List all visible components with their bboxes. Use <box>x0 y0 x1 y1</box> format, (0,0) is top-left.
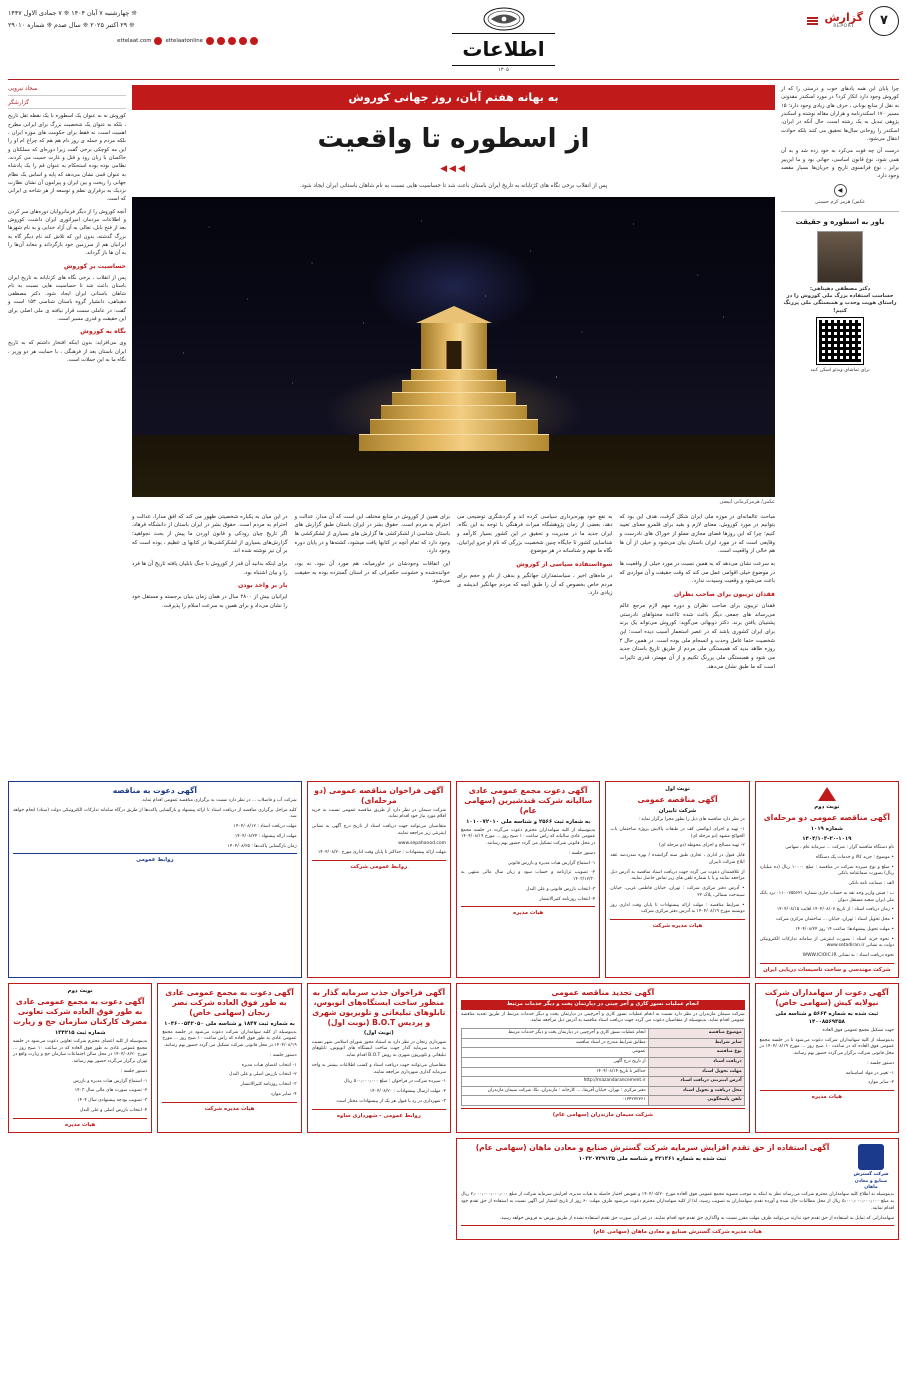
right-sidebar-text <box>8 112 126 364</box>
ad-line: دستور جلسه : <box>568 850 596 856</box>
ad-highlight: انجام عملیات نسوز کاری و آجر چینی در دپارتمان پخت و دیگر خدمات مرتبط <box>461 1000 745 1010</box>
masthead-left <box>749 6 899 36</box>
left-quote-title: باور به اسطوره و حقیقت <box>795 217 885 226</box>
paragraph: در این میان به یکباره شخصیتی ظهور می کند که افق مدارا، عدالت و احترام به مردم است. حقوق بشر در ایران باستان از دانشگاه فرهاد، اگر تاریخ چیان رودکی و قانون اوردن ما پیش از بحث نجواهید؛ گزارش‌های بسیاری از لشکرکشی‌ها در کتابها ی عظیم ، بوده است که بر آن نیز نوشته شده اند. <box>132 513 288 555</box>
ad-line: ۱- تغییر در مواد اساسنامه <box>845 1070 894 1076</box>
paragraph: به نفع خود بهره‌برداری سیاسی کرده اند و گردشگری توضیحی می دهد، بعضی از زمان پژوهشگاه میراث فرهنگی با توجه به این نگاه، ایران جدید ما در مدیریت و تحقیق در این کشور بسیار کارآمد و شناسایی کشور تا جایگاه چنین شخصیت بزرگی که نام او جزو ایرانیان، نگاه ما مهم و شناسانه در هر موضوع. <box>457 513 613 555</box>
ad-subtitle: به شماره ثبت ۱۸۴۷ و شناسه ملی ۱۰۴۶۰۰۵۴۲۰۵۰ <box>164 1020 295 1027</box>
ad-code: ۱۴۰۴/۱۰۳-۲۰-۱۰۱۹ <box>802 836 852 843</box>
photo-credit-left: عکس/ هرمز کرم حسینی <box>814 200 866 206</box>
ad-footer: روابط عمومی - شهرداری ساوه <box>312 1109 446 1120</box>
byline-role: گزارشگر <box>8 99 126 110</box>
table-cell: مطابق شرایط مندرج در اسناد مناقصه <box>462 1038 649 1048</box>
ad-badge: نوبت اول <box>665 786 690 792</box>
ad-davat-monaqese[interactable] <box>8 781 302 978</box>
ad-subtitle: شماره ثبت ۱۳۴۲۱۵ <box>54 1029 106 1036</box>
table-cell: دفتر مرکزی : تهران، خیابان آفریقا، ... کارخانه : مازندران، نکا، شرکت سیمان مازندران <box>462 1086 649 1096</box>
ad-footer: هیات مدیره شرکت گسترش صنایع و معادن ماهان (سهامی عام) <box>461 1225 894 1236</box>
byline-author: سجاد نیرویی <box>8 85 126 96</box>
ad-title: آگهی فراخوان جذب سرمایه گذار به منظور ساخت ایستگاه‌های اتوبوس، تابلوهای تبلیغاتی و تلویزیون شهری و پردیس B.O.T (نوبت اول) <box>312 988 446 1027</box>
paragraph: آنچه کوروش را از دیگر فرمانروایان دوره‌های سر کردن و اطلاعات مردمان امپراتوری ایران داشت، کوروش بعد از فتح بابل، تعالی به آن آزاد خدایی و به نام شهرها بزرگ گذشته، بدون این که تلاش کند نام دیگر گاه به ایرانیان هم از سرزمین خود بازگرداند و معابد آن‌ها را به آن ها باز گرداند. <box>8 208 126 257</box>
ad-line: • آدرس دفتر مرکزی شرکت : تهران، خیابان فاطمی غربی، خیابان سیندخت شمالی، پلاک ۲۲ <box>610 886 745 898</box>
ad-line: ۲- تصویب ترازنامه و حساب سود و زیان سال مالی منتهی به ۱۴۰۳/۱۲/۳۰ <box>461 870 596 883</box>
subheading: سوءاستفاده سیاسی از کوروش <box>516 560 613 568</box>
whatsapp-icon[interactable] <box>217 37 225 45</box>
ad-footer: شرکت مهندسی و ساخت تاسیسات دریایی ایران <box>760 963 894 974</box>
author-name: دکتر مصطفی دهپناهی: <box>809 285 871 292</box>
feature-main <box>132 85 775 775</box>
paragraph: برای اینکه بدانید آن قدر از کوروش با جنگ بابلیان یافته تاریخ آن ها فرد را و بیان اشتباه بود. <box>132 560 288 576</box>
table-cell: از تاریخ درج آگهی <box>462 1058 649 1068</box>
ad-line[interactable]: www.sepahanod.com <box>398 840 447 846</box>
table-header-cell: نوع مناقصه <box>648 1048 744 1058</box>
ad-footer: هیات مدیره <box>461 906 595 917</box>
ad-line: بدینوسیله از کلیه اعضای محترم شرکت تعاونی دعوت می‌شود در جلسه مجمع عمومی عادی به طور فوق العاده که در ساعت ۱۰ صبح روز ... مورخ ۱۴۰۴/۰۸/۲۰ در محل سالن اجتماعات سازمان حج و زیارت واقع در تهران برگزار می‌گردد حضور بهم رسانند. <box>13 1038 148 1065</box>
ad-line: شرکت آب و فاضلاب ... در نظر دارد نسبت به برگزاری مناقصه عمومی اقدام نماید. <box>141 797 297 803</box>
twitter-icon[interactable] <box>228 37 236 45</box>
ad-line: متقاضیان می‌توانند جهت دریافت اسناد و کسب اطلاعات بیشتر به واحد سرمایه گذاری شهرداری مراجعه نمایند. <box>311 1062 447 1075</box>
ad-line: ۱- استماع گزارش هیات مدیره و بازرس <box>73 1078 148 1084</box>
ad-line: مهلت ارائه پیشنهادات : حداکثر تا پایان وقت اداری مورخ ۱۴۰۴/۰۸/۲۰ <box>317 850 447 856</box>
table-cell[interactable]: http://mazandarancement.ir <box>462 1077 649 1087</box>
table-cell: انجام عملیات نسوز کاری و آجرچینی در دپارتمان پخت و دیگر خدمات مرتبط <box>462 1029 649 1039</box>
ad-line: سهامدارانی که تمایل به استفاده از حق تقدم خود ندارند می‌توانند ظرف مهلت مقرر نسبت به واگذاری حق تقدم خود اقدام نمایند. در غیر این صورت حق تقدم استفاده نشده از طریق بورس به فروش خواهد رسید. <box>499 1215 894 1221</box>
ad-line: قابل قبول در اداری ، تجاری طبق سنه گرانشده / بهره صدردصد عقد ابلاغ شرکت تابیران <box>610 853 745 865</box>
issue-date-line-1: ❊ چهارشنبه ۷ آبان ۱۴۰۴ ❊ ۷ جمادی الاول ۱۴۴۷ <box>8 9 137 17</box>
ad-badge: نوبت دوم <box>814 804 840 810</box>
subheading: حساسیت بر کوروش <box>63 262 126 270</box>
ad-line: ۲- سایر موارد <box>868 1080 894 1086</box>
article-body <box>132 513 775 676</box>
ad-line: ۳- شهرداری در رد یا قبول هر یک از پیشنهادات مختار است. <box>335 1098 447 1104</box>
ad-majma-zanjan-khas[interactable] <box>157 983 301 1133</box>
subheading: فقدان تریبون برای صاحب نظران <box>673 590 775 598</box>
paragraph: ایرانیان بیش از ۲۸۰۰ سال در همان زمان بنیان برجسته و مستقل خود را نشان می‌داد و برای همین به سرعت اسلام را پذیرفت. <box>132 594 288 609</box>
ad-moghaddam-do-marhalei[interactable] <box>755 781 899 978</box>
ad-line: در نظر دارد مناقصه های ذیل را بطور مجزا برگزار نماید : <box>638 817 745 823</box>
article-lede: پس از انقلاب برخی نگاه های کژتابانه به تاریخ ایران باستان باعث شد تا حساسیت هایی نسبت به نام شاهان باستانی ایران ایجاد شود. <box>299 183 608 190</box>
company-logo-icon <box>858 1144 884 1170</box>
ad-line: • محل تحویل اسناد : تهران، خیابان ... ساختمان مرکزی شرکت <box>775 917 894 923</box>
author-note: حساست استفاده بزرگ ملی کوروش را در راستای هویت وحدت و همبستگی ملی پررنگ کنیم! <box>783 292 897 314</box>
telegram-icon[interactable] <box>250 37 258 45</box>
ad-line: بدینوسیله از کلیه سهامداران شرکت دعوت می‌شود در جلسه مجمع عمومی عادی به طور فوق العاده که راس ساعت ۱۰ صبح روز ... مورخ ۱۴۰۴/۰۸/۱۹ در محل قانونی شرکت تشکیل می گردد حضور بهم رسانند. <box>162 1029 297 1049</box>
subheading: نگاه به کوروش <box>80 328 126 336</box>
ad-title: آگهی تجدید مناقصه عمومی <box>551 988 655 998</box>
body-column-3 <box>295 513 451 676</box>
ad-title: آگهی مناقصه عمومی دو مرحله‌ای <box>763 813 890 823</box>
ad-title: آگهی مناقصه عمومی <box>637 795 718 805</box>
ad-tabriz[interactable] <box>605 781 749 978</box>
ad-line: دستور جلسه : <box>867 1060 894 1066</box>
paragraph: مباحث عالمانه‌ای در موزه ملی ایران شکل گرفت، هدف این بود که بتوانیم در مورد کوروش، معنای لازم و بقید برای قلمرو معنای تعیید کنیم؛ چرا که این روزها فضای مجازی مملو از خوراک های نادرست و وقایعی است که در مورد ایران باستان بیان می‌شود و خیلی از آن ها هم خالی از واقعیت است. <box>619 513 775 555</box>
ad-line: ۱- تهیه و اجرای اپوکسی کف در طبقات پالایش پروژه ساختمان باب الحوائج مشهد (دو مرحله ای) <box>610 826 745 839</box>
body-column-4 <box>132 513 288 676</box>
ad-title: آگهی دعوت از سهامداران شرکت نیولایه کیش (سهامی خاص) <box>764 988 889 1007</box>
section-label-en: REPORT <box>833 23 855 29</box>
table-header-cell: سایر شرایط <box>648 1038 744 1048</box>
globe-icon <box>154 37 162 45</box>
feature-right-sidebar <box>8 85 126 775</box>
ad-line: ۳- انتخاب بازرس قانونی و علی البدل <box>526 886 596 892</box>
paragraph: وی می‌افزاید: بدون اینکه افتخار داشتم که به تاریخ ایران باستان بعد از فرهنگی ، با حمایت هر دو وزیر ، نگاه ما به این جملات است. <box>8 340 126 363</box>
left-sidebar-text <box>781 85 899 180</box>
ad-line: ۲- تهیه مصالح و اجرای محوطه (دو مرحله ای) <box>658 843 745 849</box>
body-column-1 <box>620 513 776 676</box>
ad-table <box>461 1028 745 1106</box>
ad-subtitle: ثبت شده به شماره ۴۲۱۳۶۱ و شناسه ملی ۱۰۳۲۰۷۲۹۱۳۵ <box>578 1155 727 1162</box>
ad-subtitle: (نوبت اول) <box>363 1030 394 1037</box>
ad-line: ۴- انتخاب بازرس اصلی و علی البدل <box>79 1107 148 1113</box>
issue-date-line-2: ❊ ۲۹ اکتبر ۲۰۲۵ ❊ سال صدم ❊ شماره ۲۹۰۱۰ <box>8 20 135 29</box>
ad-footer: روابط عمومی <box>13 853 297 864</box>
notice-marker-icon <box>818 787 836 801</box>
ad-line: شهرداری زنجان در نظر دارد به استناد مجوز شورای اسلامی شهر نسبت به جذب سرمایه گذار جهت ساخت ایستگاه های اتوبوس، تابلوهای تبلیغاتی و تلویزیون شهری به روش B.O.T اقدام نماید. <box>311 1039 447 1059</box>
ad-footer: روابط عمومی شرکت <box>312 860 446 871</box>
arrow-marker-icon: ◀ <box>834 184 847 197</box>
ad-sahamdaran-khas[interactable] <box>755 983 899 1133</box>
ad-line: • زمان دریافت اسناد : از تاریخ ۱۴۰۴/۰۸/۰۷ لغایت ۱۴۰۴/۰۸/۱۵ <box>776 907 894 913</box>
social-bar <box>8 37 258 45</box>
ad-line: بدینوسیله از کلیه سهامداران شرکت دعوت می‌شود تا در جلسه مجمع عمومی فوق العاده که در ساعت ۱۰ صبح روز ... مورخ ۱۴۰۴/۰۸/۱۹ در محل قانونی شرکت برگزار می‌گردد حضور بهم رسانند. <box>759 1037 895 1057</box>
ad-bot-zanjan[interactable] <box>307 983 451 1133</box>
ad-line: ۴- انتخاب روزنامه کثیرالانتشار <box>539 896 596 902</box>
ad-footer: هیات مدیره <box>760 1090 894 1101</box>
ad-line: ۱- سپرده شرکت در فراخوان : مبلغ ۵۰۰٫۰۰۰٫۰۰۰ ریال <box>344 1079 447 1085</box>
company-name: شرکت گسترش صنایع و معادن ماهان <box>853 1171 889 1191</box>
ad-line: بدینوسیله از کلیه سهامداران محترم دعوت می‌گردد در جلسه مجمع عمومی عادی سالیانه که راس ساعت ۱۰ صبح روز ... مورخ ۱۴۰۴/۰۸/۱۹ در محل قانونی شرکت تشکیل می گردد حضور بهم رسانند. <box>461 827 596 847</box>
left-par-1: چرا پایان این همه یادهای خوب و درستی را که از کوروش وجود دارد انکار کرد؟ در مورد اسکندر مقدونی به نقل از منابع یونانی ، حرف های زیادی وجود دارد؛ ۱۵ مسیر ۱۷۰ اسکندرنامه و هزاران مقاله نوشته و اسکندر پژوهی تبدیل به یک رشته است، حال آنکه در ایران، اسکندر را روحانی سال‌ها تحقیق می کنند بلکه حوادث انتقال می‌شود. <box>781 86 899 142</box>
paragraph: فقدان تریبون برای صاحب نظران و دوره مهم لازم مرجع عالم می‌رساند های جمعی دیگر باعث شده تااعده محتواهای نادرستی پشتیبان یافتن برند. دکتر دوبهانی می‌گوید: کوروش می‌تواند یک برند برای ایران کشوری باشد که در عصر استعمار آسیب دیده است؛ این شخصیت حتما عامل وحدت و انسجام ملی بوده است. در همین حال ۲ روزه طاهد بدید که همبستگی ملی مردم از طریق تاریخ باستان جدید می شود و همبستگی ملی پررنگ تکنیم و از آن مهمتر، قدری تاثیرات است که ما طبق نشان می‌دهد. <box>619 602 775 670</box>
masthead-right <box>8 6 258 45</box>
paragraph: به سرعت نشان می‌دهد که به همین نسبت در مورد خیلی از واقعیت ها در موضوع خیلی اقوامی عمل می کند که وقت حقیقت و آن مواردی که باعث می‌شود و وقعیت وسیدت ندارد. <box>619 560 775 585</box>
subheading: بار بر واحد بودن <box>237 582 288 590</box>
ad-title: آگهی دعوت مجمع عمومی عادی سالیانه شرکت قندشیرین (سهامی عام) <box>464 786 593 815</box>
ad-footer: هیات مدیره <box>13 1118 147 1129</box>
ad-title: آگهی استفاده از حق تقدم افزایش سرمایه شرکت گسترش صنایع و معادن ماهان (سهامی عام) <box>475 1142 830 1152</box>
ad-line: ۲- انتخاب بازرس اصلی و علی البدل <box>229 1072 297 1078</box>
social-handle[interactable]: ettelaatonline <box>165 37 203 44</box>
section-label-fa: گزارش <box>824 11 863 25</box>
ad-taavoni-masraf[interactable] <box>8 983 152 1133</box>
ad-line: دستور جلسه : <box>269 1052 297 1058</box>
masthead-center <box>258 6 749 75</box>
tomb-illustration-icon <box>359 301 549 451</box>
ad-line: • مبلغ و نوع سپرده شرکت در مناقصه : مبلغ ۱۰۰۰۰ ریال (ده میلیارد ریال) بصورت ضمانتنامه بانکی <box>759 864 894 877</box>
table-cell: ۰۱۳۴۲۷۲۷۶۱ <box>462 1096 649 1106</box>
ad-subtitle: ثبت شده به شماره ۵۶۶۴ و شناسه ملی ۱۴۰۰۸۵۶۹۳۵۸ <box>775 1010 879 1025</box>
divider <box>781 211 899 212</box>
table-header-cell: موضوع مناقصه <box>648 1029 744 1039</box>
table-header-cell: دریافت اسناد <box>648 1058 744 1068</box>
masthead <box>8 6 899 80</box>
youtube-icon[interactable] <box>206 37 214 45</box>
newspaper-title: اطلاعات <box>452 33 554 66</box>
article-photo-row <box>132 197 775 497</box>
ad-subtitle: شماره ۱۰۱۹ <box>810 825 843 832</box>
paragraph: برای همین از کوروش در منابع مختلف این است که آن مدار، عدالت و احترام به مردم است. حقوق بشر در ایران باستان طبق گزارش های باستان شناسی از لشکرکشی ها گزارش های بسیاری از لشکرکشی ها وجود دارد که تمام آنچه در کتابها یافت میشود، کشته‌ها و در پایان دوره وجود دارد. <box>294 513 450 555</box>
ad-title: آگهی دعوت به مجمع عمومی عادی به طور فوق العاده شرکت تعاونی مصرف کارکنان سازمان حج و زیارت <box>13 997 148 1026</box>
ad-line: زمان بازگشایی پاکت‌ها : ۱۴۰۴/۰۸/۲۵ <box>227 843 297 849</box>
ad-line: ۳- تصویب بودجه پیشنهادی سال ۱۴۰۴ <box>77 1098 148 1104</box>
ad-line: ۲- مهلت ارسال پیشنهادات : ۱۴۰۴/۰۸/۲۰ <box>369 1089 447 1095</box>
ad-badge: نوبت دوم <box>67 988 93 995</box>
section-label <box>824 12 863 29</box>
ad-line: • شرایط مناقصه : مهلت ارائه پیشنهادات تا پایان وقت اداری روز دوشنبه مورخ ۱۴۰۴/۰۸/۱۹ به آدرس دفتر مرکزی شرکت <box>610 902 745 915</box>
photo-caption: عکس/ هرمزکرمانی ابیضی <box>719 498 775 505</box>
ad-line: مهلت ارائه پیشنهاد : ۱۴۰۴/۰۸/۲۴ <box>234 833 297 839</box>
ad-line: ۱- انتخاب اعضای هیات مدیره <box>241 1062 297 1068</box>
article-kicker: به بهانه هفتم آبان، روز جهانی کوروش <box>132 85 775 110</box>
ad-line: ۳- انتخاب روزنامه کثیرالانتشار <box>240 1082 297 1088</box>
body-column-2 <box>457 513 613 676</box>
table-header-cell: آدرس اینترنتی دریافت اسناد <box>648 1077 744 1087</box>
paragraph: کوروش نه به عنوان یک اسطوره با یک نقطه تقل تاریخ ، بلکه به عنوان یک شخصیت بزرگ برای ایرانی مطرح اهمیت است، نه فقط برای حکومت های موزه ایران ، بلکه مردم و جمله ی روز نام هم هم که چراغ ام او را این مه کوچکی برخی گفت زیرا دوره‌ای که مملکتان و خاکسان با زبان رود و قتل و غارت حمیت می کردند، نظامی بوده بوده استحکام به عنوان قم را یک پادشاه به عنوان قمی نشان می‌دهد که پایه و اساس یک نظام جهانی را ریخت و بین ایران و پیرامون آن نشان نظارت نزدیک به برقراری نظم و توسعه از هر شاخه ی ایرانی که است. <box>8 113 126 203</box>
ad-title: آگهی دعوت به مجمع عمومی عادی به طور فوق العاده شرکت نصر زنجان (سهامی خاص) <box>165 988 294 1017</box>
ad-footer: هیات مدیره شرکت <box>610 919 744 930</box>
ad-footer: شرکت سیمان مازندران (سهامی عام) <box>461 1108 745 1119</box>
ad-footer: هیات مدیره شرکت <box>162 1102 296 1113</box>
ad-line: • موضوع : خرید کالا و خدمات یک دستگاه <box>815 854 894 860</box>
paragraph: در ماه‌های اخیر ، سیاستمداران جهانگیر و بدهی از نام و حجم برای مردم خاص بخصوص که آن را طبق آنچه که مردم جهانگیر اندیشه ی زیادی دارد. <box>457 573 613 597</box>
ad-line: ب : فیش واریز وجه نقد به حساب جاری شماره ۰۱۱۰۰۷۵۵۶۲۱ نزد بانک ملی ایران شعبه مستقل دیوان <box>759 890 894 903</box>
table-header-cell: تلفن پاسخگویی <box>648 1096 744 1106</box>
table-cell: عمومی <box>462 1048 649 1058</box>
paragraph: پس از انقلاب ، برخی نگاه های کژتابانه به تاریخ ایران باستان باعث شد تا حساسیت هایی نسبت به نام شاهان باستانی ایران ایجاد شود. دکتر مصطفی دهپناهی، دانشیار گروه باستان شناسی ۱۵۳ است و گفت: در عاملی سمت قرار نیافته ی ملی اصلی برای این حقیقت و قدری مسیر است. <box>8 274 126 323</box>
newspaper-established: ۱۳۰۵ <box>498 67 509 73</box>
ad-line: نحوه دریافت اسناد : به نشانی WWW.ICIOIC.IR <box>802 953 894 959</box>
ad-line: متقاضیان می‌توانند جهت دریافت اسناد از تاریخ درج آگهی به نشانی اینترنتی زیر مراجعه نمایند. <box>311 824 447 836</box>
feature-area <box>8 85 899 775</box>
paragraph: این اتفاقات وجودشان در خاورمیانه، هم مورد آن نبود، نه بود، خوانده‌شده و خشونت حکمرانی که در استان گسترده بوده به حقیقت می‌شود. <box>294 560 450 585</box>
table-header-cell: محل دریافت و تحویل اسناد <box>648 1086 744 1096</box>
ad-line: از علاقمندان دعوت می گردد جهت دریافت اسناد مناقصه به آدرس ذیل مراجعه نمایند و یا با شماره تلفن های زیر تماس حاصل نمایند. <box>610 869 745 882</box>
ad-line: • مهلت تحویل پیشنهادها: ساعت ۱۴ روز ۱۴۰۴/۰۸/۲۴ <box>795 926 894 932</box>
ad-line: بدینوسیله به اطلاع کلیه سهامداران محترم شرکت می‌رساند نظر به اینکه به موجب مصوبه مجمع عمومی فوق العاده مورخ ۱۴۰۴/۰۵/۲۰ و تفویض اختیار حاصله به هیات مدیره، افزایش سرمایه شرکت از مبلغ ۲٫۰۰۰٫۰۰۰٫۰۰۰٫۰۰۰ ریال به مبلغ ۵٫۰۰۰٫۰۰۰٫۰۰۰٫۰۰۰ ریال از محل مطالبات حال شده و آورده نقدی سهامداران به تصویب رسید، لذا از کلیه سهامداران محترم دعوت می‌شود ظرف مهلت ۶۰ روز از تاریخ انتشار این آگهی نسبت به استفاده از حق تقدم خود اقدام نمایند. <box>461 1192 895 1211</box>
ad-line: ۴- سایر موارد <box>270 1091 297 1097</box>
ad-line: مهلت دریافت اسناد : ۱۴۰۴/۰۸/۱۲ <box>233 824 297 830</box>
ad-line: کلیه مراحل برگزاری مناقصه از دریافت اسناد تا ارائه پیشنهاد و بازگشایی پاکت‌ها از طریق درگاه سامانه تدارکات الکترونیکی دولت (ستاد) انجام خواهد شد. <box>13 807 297 820</box>
ad-gostaresh-mahan[interactable] <box>456 1138 899 1241</box>
table-cell: حداکثر تا تاریخ ۱۴۰۴/۰۸/۱۴ <box>462 1067 649 1077</box>
left-par-2: درست آن چه فوت می‌کرد به خود زده شد و به آن همی شود، نوع قانون اساسی، جهانی بود و ما این‌پیر برابر ، نوع فرانسوی تاریخ و جریان‌ها بسیار مقصد وجود دارد. <box>781 148 899 180</box>
table-header-cell: مهلت تحویل اسناد <box>648 1067 744 1077</box>
ad-line: نام دستگاه مناقصه گزار : شرکت ... سرمایه عام ، سهامی <box>785 845 894 851</box>
website-url[interactable]: ettelaat.com <box>117 37 152 44</box>
ad-line: دستور جلسه : <box>120 1068 148 1074</box>
instagram-icon[interactable] <box>239 37 247 45</box>
ad-line: ۲- تصویب صورت های مالی سال ۱۴۰۳ <box>74 1088 148 1094</box>
ad-tajdid-mazandaran[interactable] <box>456 983 750 1133</box>
ad-line: الف : ضمانت نامه بانکی <box>848 881 894 887</box>
feature-left-sidebar <box>781 85 899 775</box>
ad-majma-salaneh[interactable] <box>456 781 600 978</box>
rule-bars-icon <box>807 17 818 24</box>
ad-subtitle: به شماره ثبت ۲۵۶۶ و شناسه ملی ۱۰۱۰۰۷۲۰۱۰ <box>466 818 591 825</box>
ad-line: شرکت سیمان در نظر دارد از طریق مناقصه عمومی نسبت به خرید اقلام مورد نیاز خود اقدام نماید. <box>311 807 447 820</box>
author-photo <box>817 231 863 283</box>
tomb-of-cyrus-photo <box>132 197 775 497</box>
page-number-badge: ۷ <box>869 6 899 36</box>
ad-farakhan-do-marhalei[interactable] <box>307 781 451 978</box>
classified-ads-grid <box>8 781 899 1240</box>
newspaper-seal-icon <box>482 6 526 32</box>
chevron-divider-icon: ◀◀◀ <box>440 164 467 175</box>
article-headline: از اسطوره تا واقعیت <box>317 124 590 155</box>
ad-title: آگهی فراخوان مناقصه عمومی (دو مرحله‌ای) <box>314 786 444 805</box>
qr-code[interactable] <box>817 318 863 364</box>
ad-title: آگهی دعوت به مناقصه <box>112 786 197 795</box>
ad-subtitle: شرکت تابیران <box>658 807 697 814</box>
ad-line: • نحوه خرید اسناد : بصورت اینترنتی از سامانه تدارکات الکترونیکی دولت به نشانی www.setadiran.ir <box>759 936 894 949</box>
ad-line: شرکت سیمان مازندران در نظر دارد نسبت به انجام عملیات نسوز کاری و آجرچینی در دپارتمان پخت و دیگر خدمات مرتبط از طریق تجدید مناقصه عمومی اقدام نماید. بدینوسیله از متقاضیان دعوت می گردد جهت دریافت اسناد مناقصه به آدرس ذیل مراجعه نمایند. <box>461 1011 745 1024</box>
ad-line: ۱- استماع گزارش هیات مدیره و بازرس قانونی <box>507 860 596 866</box>
qr-caption: برای تماشای ویدئو اسکن کنید <box>810 367 870 373</box>
ad-line: جهت تشکیل مجمع عمومی فوق العاده <box>822 1027 894 1033</box>
